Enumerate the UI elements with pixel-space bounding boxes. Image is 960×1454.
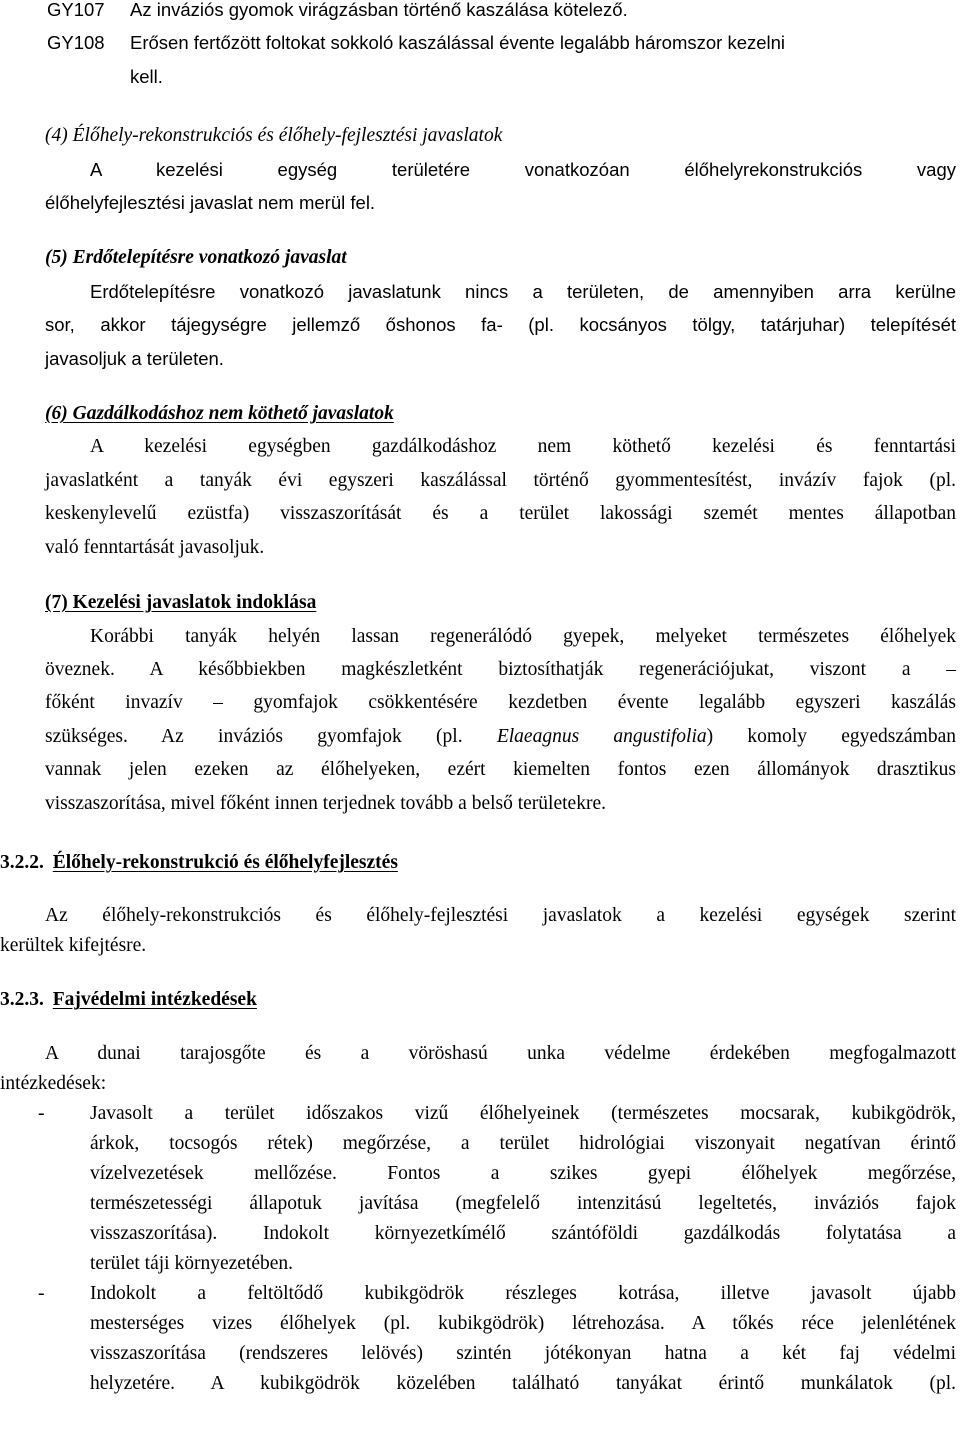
gy108-text-cont: kell. <box>130 65 163 87</box>
bullet1-line5: visszaszorítása). Indokolt környezetkímélő szántóföldi gazdálkodás folytatása a <box>90 1222 956 1244</box>
bullet1-line3: vízelvezetések mellőzése. Fontos a szikes gyepi élőhelyek megőrzése, <box>90 1162 956 1184</box>
section6-line3: keskenylevelű ezüstfa) visszaszorítását és a terület lakossági szemét mentes állapotban <box>45 503 956 525</box>
gy108-text: Erősen fertőzött foltokat sokkoló kaszálással évente legalább háromszor kezelni <box>130 32 786 54</box>
gy107-text: Az inváziós gyomok virágzásban történő kaszálása kötelező. <box>130 0 628 20</box>
section-322-line2: kerültek kifejtésre. <box>0 935 147 957</box>
bullet1-line2: árkok, tocsogós rétek) megőrzése, a terület hidrológiai viszonyait negatívan érintő <box>90 1132 956 1154</box>
bullet1-line6: terület táji környezetében. <box>90 1252 294 1274</box>
species-name: Elaeagnus angustifolia <box>496 725 707 747</box>
section-323-title: Fajvédelmi intézkedések <box>52 989 257 1011</box>
bullet2-line3: visszaszorítása (rendszeres lelövés) szintén jótékonyan hatna a két faj védelmi <box>90 1342 956 1364</box>
section-323-heading <box>0 983 960 1016</box>
section-323-number: 3.2.3. <box>0 989 44 1011</box>
section7-line4 <box>0 720 960 753</box>
section5-line2: sor, akkor tájegységre jellemző őshonos fa- (pl. kocsányos tölgy, tatárjuhar) telepítését <box>45 314 956 336</box>
section7-line3: főként invazív – gyomfajok csökkentésére kezdetben évente legalább egyszeri kaszálás <box>45 692 956 714</box>
section-322-title: Élőhely-rekonstrukció és élőhelyfejlesztés <box>52 851 398 873</box>
section5-line3: javasoljuk a területen. <box>45 347 224 369</box>
gy108-code: GY108 <box>47 32 105 54</box>
bullet2-line2: mesterséges vizes élőhelyek (pl. kubikgödrök) létrehozása. A tőkés réce jelenlétének <box>90 1312 956 1334</box>
gy108-item <box>0 26 960 59</box>
section7-line4-post: ) komoly egyedszámban <box>706 725 956 747</box>
bullet2-line4: helyzetére. A kubikgödrök közelében található tanyákat érintő munkálatok (pl. <box>90 1372 956 1394</box>
section-323-intro2: intézkedések: <box>0 1072 107 1094</box>
bullet1-line4: természetességi állapotuk javítása (megfelelő intenzitású legeltetés, inváziós fajok <box>90 1192 956 1214</box>
section7-heading: (7) Kezelési javaslatok indoklása <box>45 592 317 614</box>
section-322-heading <box>0 846 960 879</box>
section6-line1: A kezelési egységben gazdálkodáshoz nem köthető kezelési és fenntartási <box>90 436 956 458</box>
section7-line1: Korábbi tanyák helyén lassan regenerálódó gyepek, melyeket természetes élőhelyek <box>90 625 956 647</box>
section4-line1: A kezelési egység területére vonatkozóan élőhelyrekonstrukciós vagy <box>90 158 956 180</box>
section7-line6: visszaszorítása, mivel főként innen terjednek tovább a belső területekre. <box>45 792 606 814</box>
bullet-dash: - <box>38 1102 45 1124</box>
section4-line2: élőhelyfejlesztési javaslat nem merül fel. <box>45 192 376 214</box>
section-322-number: 3.2.2. <box>0 851 44 873</box>
bullet1-line1: - Javasolt a terület időszakos vizű élőhelyeinek (természetes mocsarak, kubikgödrök, <box>0 1099 960 1129</box>
section5-heading: (5) Erdőtelepítésre vonatkozó javaslat <box>45 247 347 269</box>
section-323-intro1: A dunai tarajosgőte és a vöröshasú unka védelme érdekében megfogalmazott <box>45 1042 956 1064</box>
bullet-item-2 <box>0 1279 960 1399</box>
section-322-line1: Az élőhely-rekonstrukciós és élőhely-fejlesztési javaslatok a kezelési egységek szerint <box>45 905 956 927</box>
bullet2-line1: - Indokolt a feltöltődő kubikgödrök részleges kotrása, illetve javasolt újabb <box>0 1279 960 1309</box>
gy107-item <box>0 0 960 26</box>
section4-heading: (4) Élőhely-rekonstrukciós és élőhely-fejlesztési javaslatok <box>45 125 503 147</box>
section6-line2: javaslatként a tanyák évi egyszeri kaszálással történő gyommentesítést, invázív fajok (pl. <box>45 469 956 491</box>
bullet-dash: - <box>38 1282 45 1304</box>
bullet-item-1 <box>0 1099 960 1279</box>
gy107-code: GY107 <box>47 0 105 20</box>
section7-line5: vannak jelen ezeken az élőhelyeken, ezért kiemelten fontos ezen állományok drasztikus <box>45 759 956 781</box>
section7-line4-pre: szükséges. Az inváziós gyomfajok (pl. <box>45 725 497 747</box>
section6-heading: (6) Gazdálkodáshoz nem köthető javaslatok <box>45 403 394 425</box>
section7-line2: öveznek. A későbbiekben magkészletként biztosíthatják regenerációjukat, viszont a – <box>45 658 956 680</box>
section5-line1: Erdőtelepítésre vonatkozó javaslatunk nincs a területen, de amennyiben arra kerülne <box>90 280 956 302</box>
section6-line4: való fenntartását javasoljuk. <box>45 536 265 558</box>
